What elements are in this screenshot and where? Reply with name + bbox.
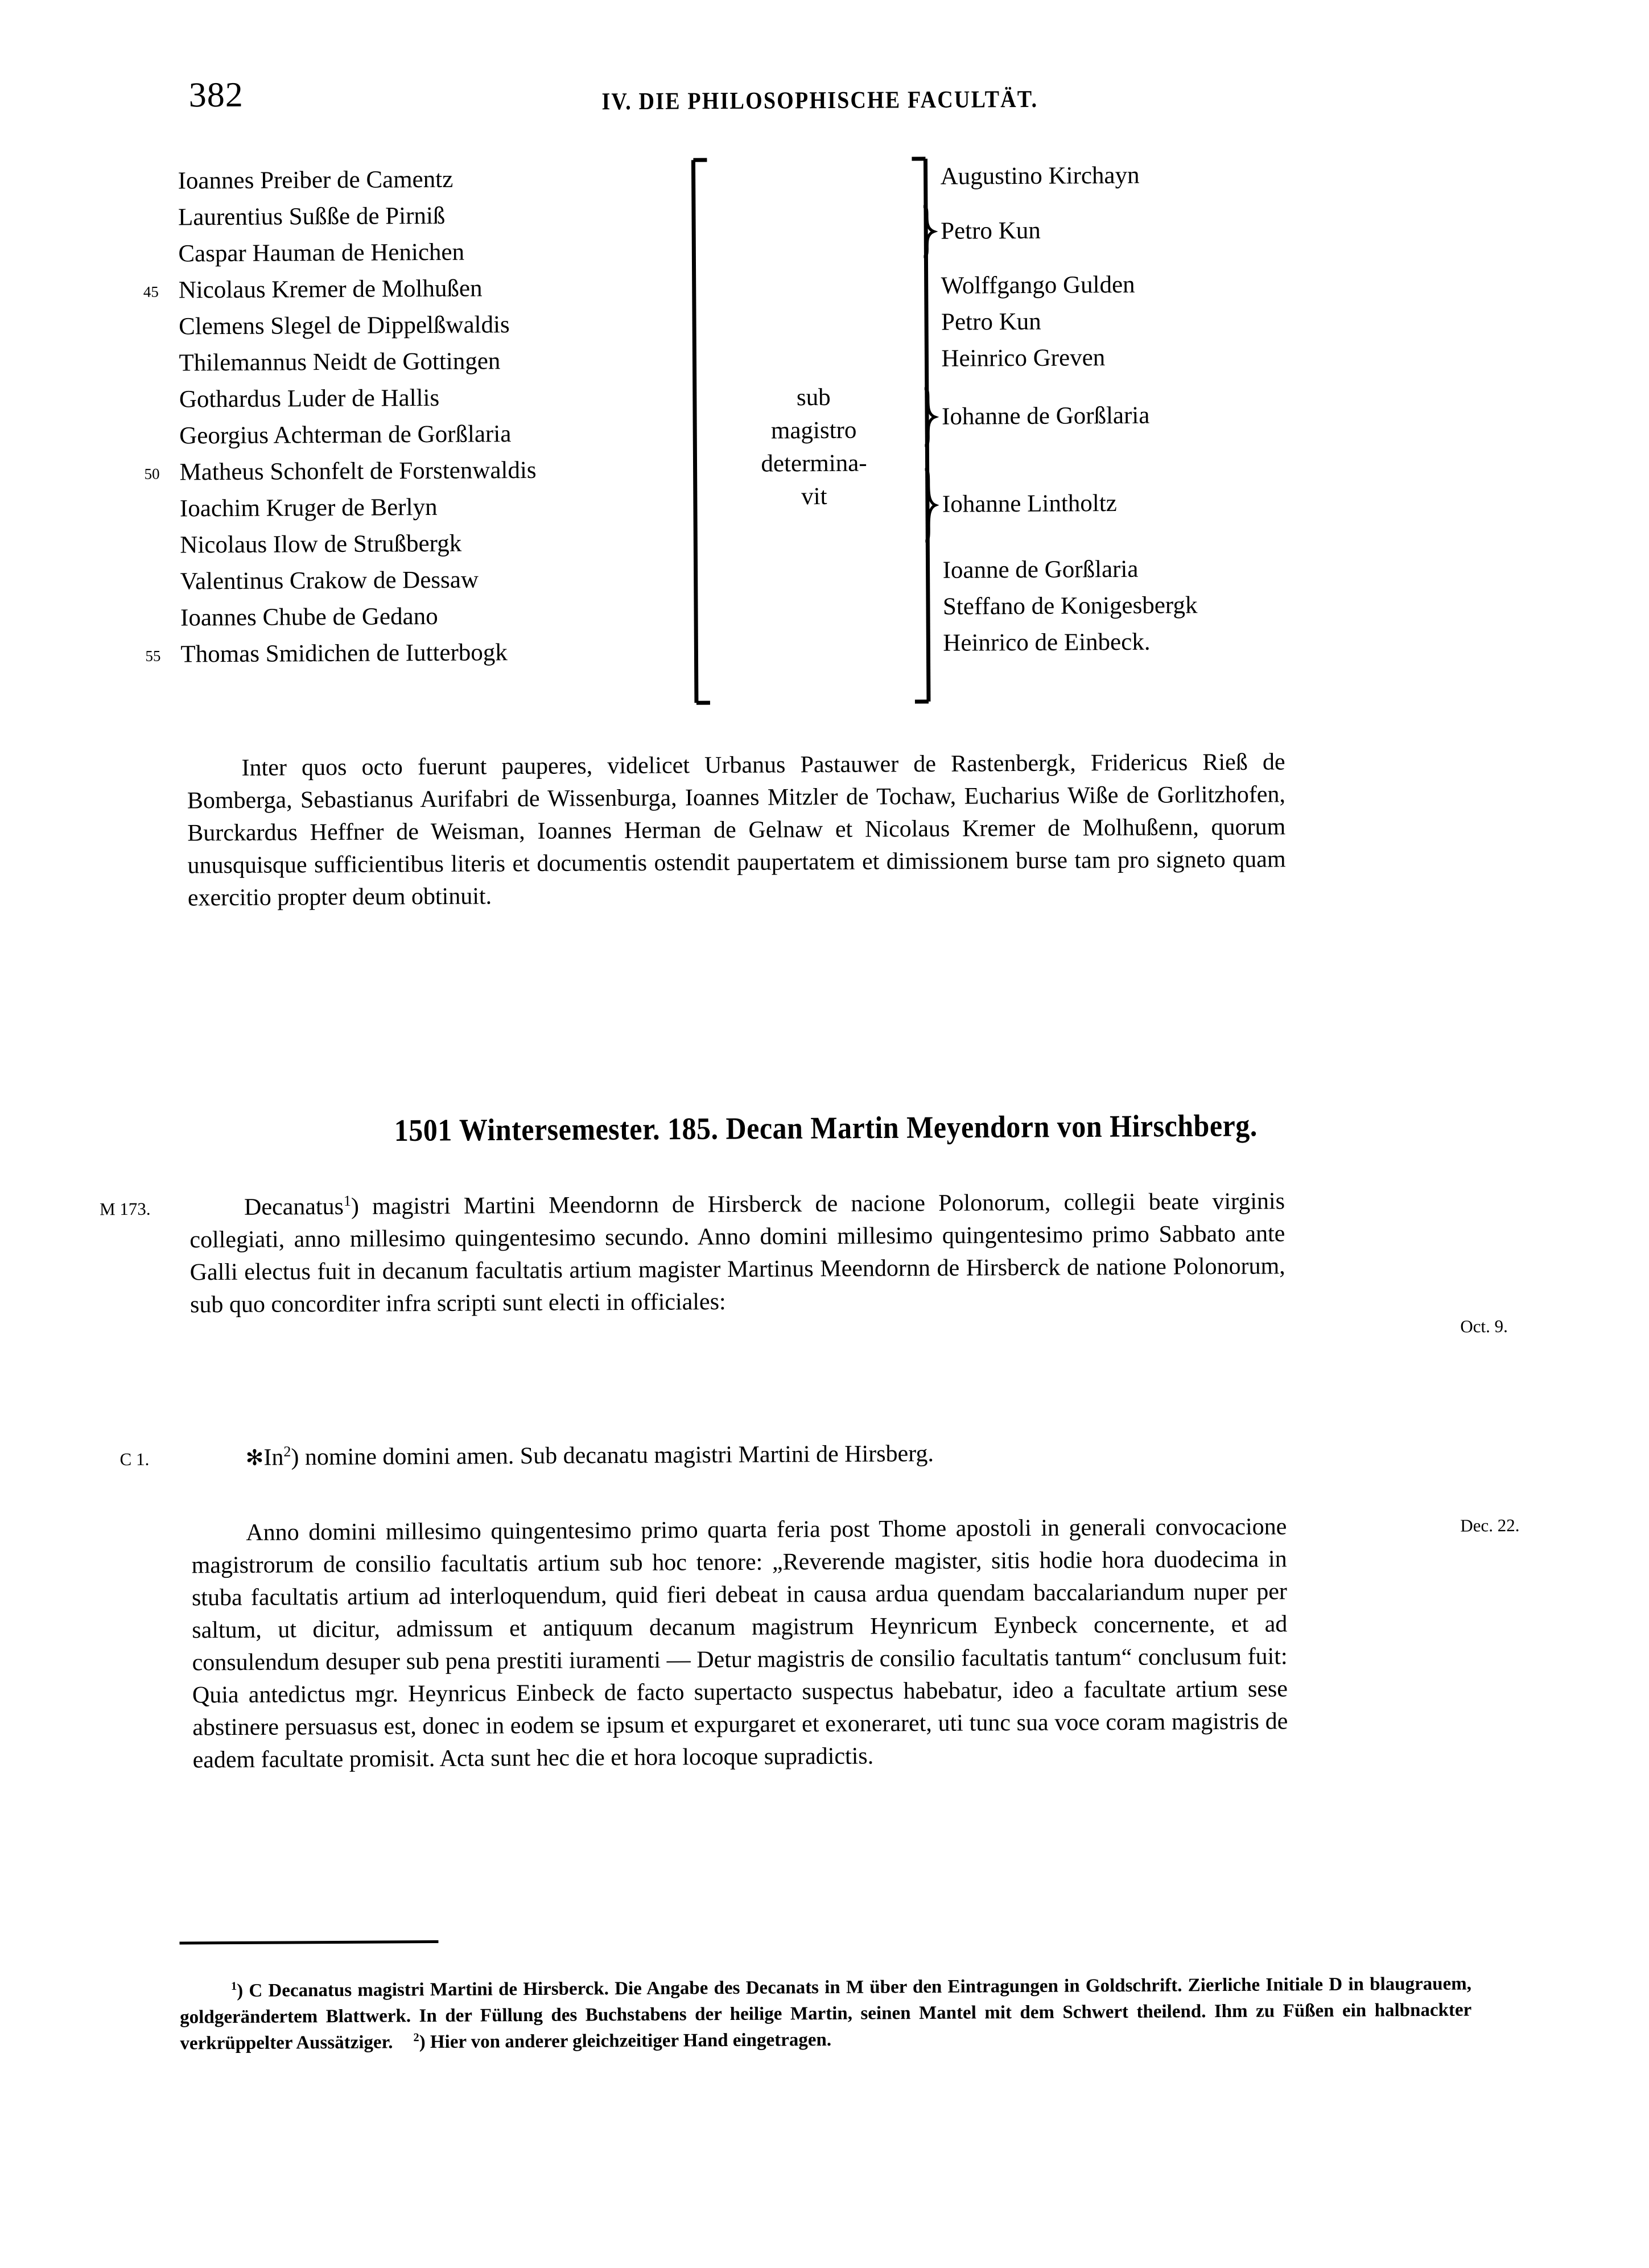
matriculant-name: Matheus Schonfelt de Forstenwaldis [179,457,536,486]
master-name: Steffano de Konigesbergk [943,587,1198,625]
footnote-block [180,1970,1472,2056]
sub-magistro-label [731,381,897,514]
table-row [178,196,679,236]
table-row [179,415,680,454]
footnote-marker-2: 2 [413,2031,419,2044]
pair-brace-icon [920,467,941,584]
decanatus-lead: Decanatus [244,1194,344,1220]
pair-brace-icon [919,386,940,480]
master-entry [942,375,1341,457]
sub-magistro-line3: determina- [731,447,896,481]
master-name: Ioanne de Gorßlaria [942,551,1138,589]
section-heading: 1501 Wintersemester. 185. Decan Martin Meyendorn von Hirschberg. [1,1105,1649,1151]
table-row [178,233,679,272]
table-row [180,560,681,600]
matriculant-name: Thomas Smidichen de Iutterbogk [180,639,508,667]
master-entry [942,455,1341,552]
matriculant-name: Thilemannus Neidt de Gottingen [179,348,500,376]
footnote-separator-rule [179,1940,438,1945]
sub-magistro-line1: sub [731,381,896,415]
master-entry [943,623,1341,662]
row-number: 50 [144,455,159,493]
left-group-brace-icon [690,158,727,705]
pair-brace-icon [918,204,939,288]
master-name: Heinrico Greven [941,340,1105,377]
matriculant-name: Nicolaus Ilow de Strußbergk [180,530,461,559]
margin-note-c1: C 1. [119,1448,149,1471]
margin-note-m173: M 173. [100,1198,151,1221]
margin-note-date-dec: Dec. 22. [1460,1514,1519,1537]
table-row [180,597,681,636]
page-number: 382 [189,77,244,113]
master-name: Augustino Kirchayn [940,158,1139,195]
master-entry [940,156,1338,195]
master-name: Iohanne Lintholtz [942,456,1117,552]
master-entry [941,302,1339,341]
table-row [178,160,678,199]
asterisk-icon: ✻ [245,1446,263,1470]
matriculant-name: Ioachim Kruger de Berlyn [180,494,438,522]
table-row [179,342,679,381]
sub-magistro-line4: vit [732,480,897,514]
matriculant-name: Ioannes Preiber de Camentz [178,166,454,195]
footnote-marker-1: 1 [231,1980,237,1993]
paragraph-inter-quos: Inter quos octo fuerunt pauperes, videlicet Urbanus Pastauwer de Rastenbergk, Fridericus Rieß de Bomberga, Sebastianus Aurifabri de Wissenburga, Ioannes Mitzler de Tochaw, Eucharius Wiße de Gorlitzhofen, Burckardus Heffner de Weisman, Ioannes Herman de Gelnaw et Nicolaus Kremer de Molhußenn, quorum unusquisque sufficientibus literis et documentis ostendit paupertatem et dimissionem burse tam pro signeto quam exercitio propter deum obtinuit. [187,746,1286,914]
row-number: 45 [143,273,159,311]
matriculant-left-column [178,160,681,673]
table-row [179,451,680,490]
matriculant-name: Ioannes Chube de Gedano [180,603,438,632]
matriculant-name: Nicolaus Kremer de Molhußen [179,275,483,303]
footnote-text-1: ) C Decanatus magistri Martini de Hirsberck. Die Angabe des Decanats in M über den Eintragungen in Goldschrift. Zierliche Initiale D in blaugrauem, goldgerändertem Blattwerk. In der Füllung des Buchstabens der heilige Martin, seinen Mantel mit dem Schwert theilend. Ihm zu Füßen ein halbnackter verkrüppelter Aussätziger. [180,1973,1471,2053]
table-row [180,633,681,673]
footnote-ref-2: 2 [283,1443,291,1459]
paragraph-decanatus [189,1185,1285,1321]
master-name: Wolffgango Gulden [941,267,1135,304]
running-title: IV. DIE PHILOSOPHISCHE FACULTÄT. [0,82,1644,119]
master-entry [941,193,1339,268]
paragraph-body: Anno domini millesimo quingentesimo primo quarta feria post Thome apostoli in generali convocacione magistrorum de consilio facultatis artium sub hoc tenore: „Reverende magister, sitis hodie hora duodecima in stuba facultatis artium ad interloquendum, quid fieri debeat in causa ardua quendam baccalariandum nuper per saltum, ut dicitur, admissum et antiquum decanum magistrum Heynricum Eynbeck concernente, et ad consulendum desuper sub pena prestiti iuramenti — Detur magistris de consilio facultatis tantum“ conclusum fuit: Quia antedictus mgr. Heynricus Einbeck de facto supertacto suspectus habebatur, ideo a facultate artium sese abstinere persuasus est, donec in eodem se ipsum et expurgaret et exoneraret, uti tunc sua voce coram magistris de eadem facultate promisit. Acta sunt hec die et hora locoque supradictis. [191,1511,1288,1776]
table-row [179,306,679,345]
master-entry [943,587,1341,625]
matriculant-name: Clemens Slegel de Dippelßwaldis [179,311,510,340]
matriculant-name: Georgius Achterman de Gorßlaria [179,420,511,449]
master-name: Heinrico de Einbeck. [943,624,1151,662]
matriculant-name: Laurentius Sußße de Pirniß [178,203,446,231]
master-entry [941,266,1339,304]
master-name: Petro Kun [941,195,1041,268]
master-right-column [940,156,1341,662]
paragraph-in-nomine [191,1436,1286,1475]
table-row [180,488,681,527]
in-nomine-body: ) nomine domini amen. Sub decanatu magistri Martini de Hirsberg. [291,1441,934,1471]
master-entry [941,339,1339,377]
running-head [0,69,1644,119]
matriculant-name: Caspar Hauman de Henichen [178,239,464,267]
table-row [179,378,680,418]
decanatus-body: ) magistri Martini Meendornn de Hirsberck de nacione Polonorum, collegii beate virginis collegiati, anno millesimo quingentesimo secundo. Anno domini millesimo quingentesimo primo Sabbato ante Galli electus fuit in decanum facultatis artium magister Martinus Meendornn de Hirsberck de natione Polonorum, sub quo concorditer infra scripti sunt electi in officiales: [189,1188,1285,1318]
sub-magistro-line2: magistro [731,414,896,448]
table-row [180,524,681,563]
master-name: Petro Kun [941,304,1041,341]
footnote-text-2: ) Hier von anderer gleichzeitiger Hand eingetragen. [419,2030,832,2052]
matriculant-name: Gothardus Luder de Hallis [179,385,440,413]
master-entry [942,550,1341,589]
master-name: Iohanne de Gorßlaria [942,376,1150,457]
table-row [179,269,679,308]
row-number: 55 [145,637,160,675]
matriculant-name: Valentinus Crakow de Dessaw [180,566,479,595]
matriculation-table [178,156,1347,710]
in-nomine-lead: In [263,1444,283,1470]
margin-note-date-oct: Oct. 9. [1460,1315,1508,1338]
footnote-ref-1: 1 [344,1193,351,1209]
